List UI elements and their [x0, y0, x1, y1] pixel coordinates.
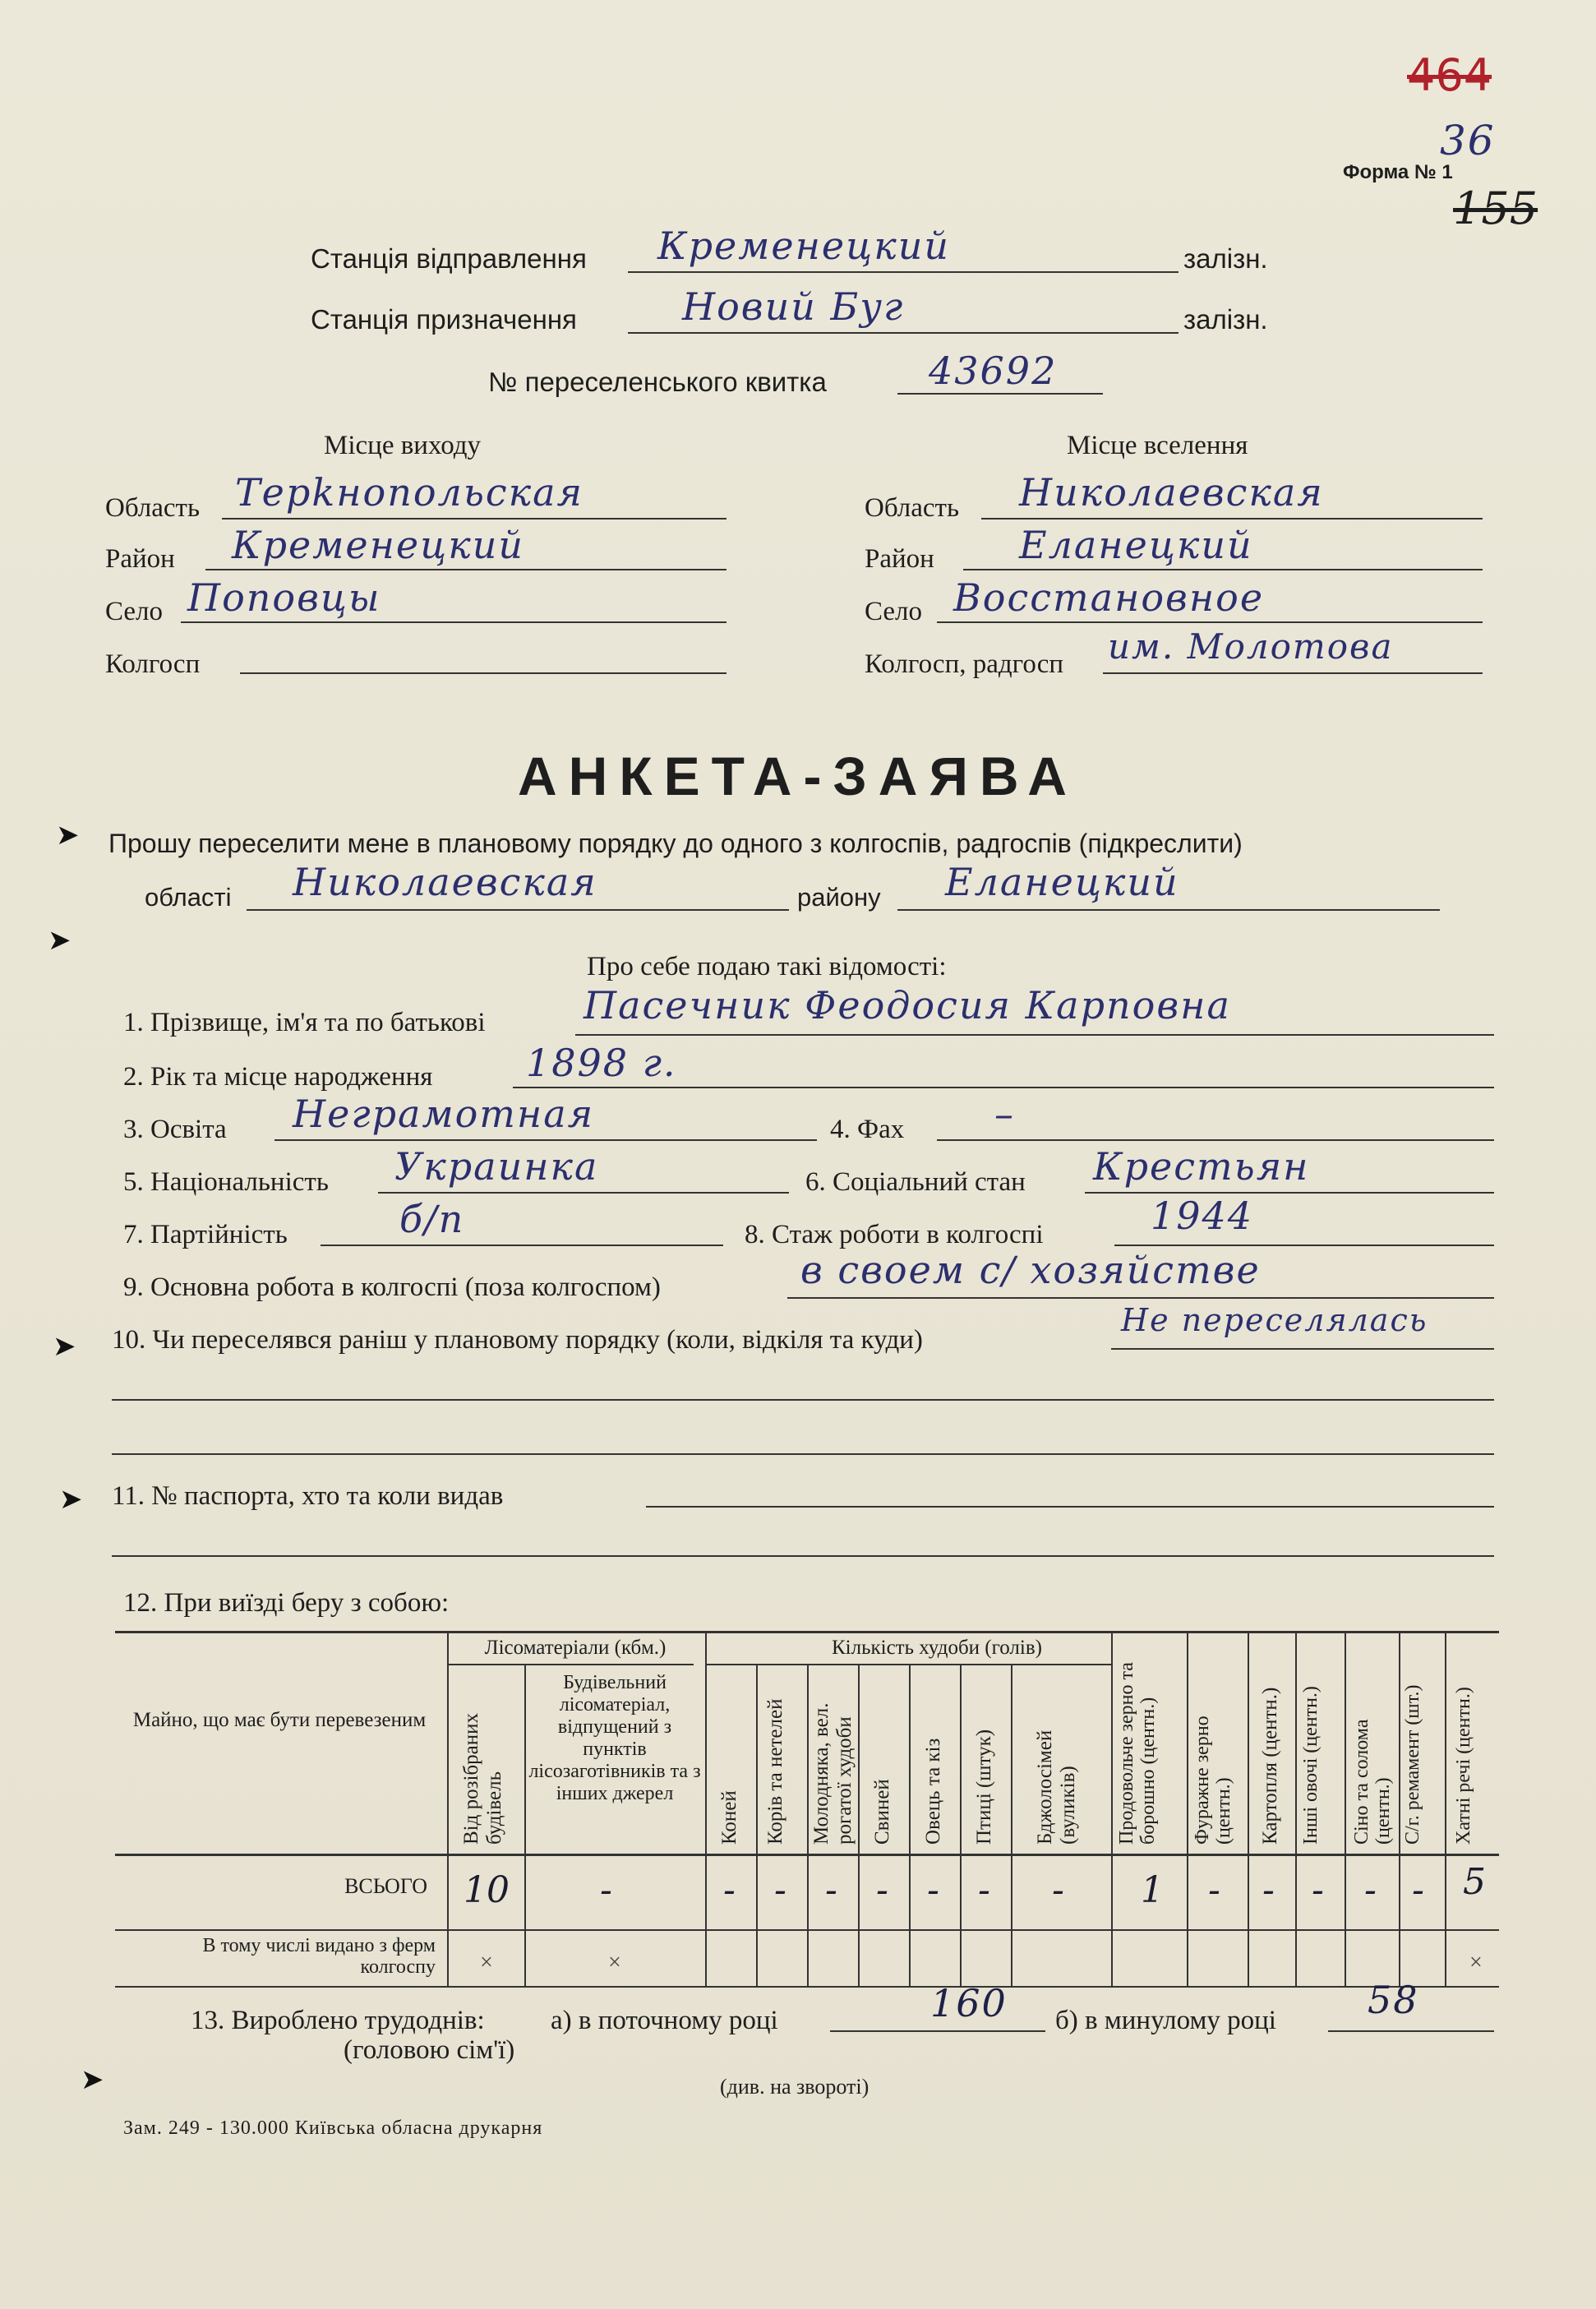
arrival-rail-suffix: залізн.: [1183, 304, 1268, 335]
total-cows: -: [774, 1869, 786, 1911]
departure-rail-suffix: залізн.: [1183, 243, 1268, 274]
col-rule: [909, 1664, 911, 1986]
origin-oblast-line: [222, 518, 727, 520]
workdays-current-line: [830, 2030, 1045, 2032]
col-header-cows: Корів та нетелей: [764, 1698, 786, 1845]
field-1-line: [575, 1034, 1494, 1036]
request-oblast-value: Николаевская: [293, 860, 597, 904]
total-household-goods: 5: [1463, 1861, 1486, 1903]
total-potatoes: -: [1262, 1869, 1275, 1911]
col-rule: [705, 1631, 707, 1986]
field-1-value: Пасечник Феодосия Карповна: [584, 983, 1231, 1028]
origin-oblast-value: Терkнопольская: [235, 470, 584, 515]
field-5-value: Украинка: [394, 1144, 599, 1189]
field-6-label: 6. Соціальний стан: [805, 1167, 1026, 1197]
workdays-previous-value: 58: [1368, 1978, 1419, 2022]
total-young-cattle: -: [825, 1869, 837, 1911]
issued-dismantled-mark: ×: [480, 1950, 493, 1975]
field-4-label: 4. Фах: [830, 1115, 905, 1144]
total-dismantled: 10: [464, 1869, 510, 1911]
issued-building-lumber-mark: ×: [608, 1950, 621, 1975]
col-header-sheep-goats: Овець та кіз: [922, 1738, 944, 1845]
field-4-value: –: [994, 1092, 1015, 1136]
cattle-group-label: Кількість худоби (голів): [832, 1637, 1042, 1659]
field-5-label: 5. Національність: [123, 1167, 329, 1197]
field-11-extra-line: [112, 1555, 1494, 1557]
margin-arrow-icon: ➤: [48, 926, 71, 956]
field-7-value: б/п: [399, 1197, 465, 1241]
field-2-label: 2. Рік та місце народження: [123, 1062, 433, 1092]
col-header-dismantled: Від розібраних будівель: [460, 1713, 505, 1845]
col-rule: [858, 1664, 860, 1986]
field-12-label: 12. При виїзді беру з собою:: [123, 1588, 450, 1618]
request-raion-value: Еланецкий: [945, 860, 1179, 904]
destination-raion-line: [963, 569, 1483, 570]
col-rule: [524, 1664, 526, 1986]
origin-oblast-label: Область: [105, 493, 201, 523]
field-3-label: 3. Освіта: [123, 1115, 227, 1144]
field-10-line: [1111, 1348, 1494, 1350]
col-header-horses: Коней: [718, 1790, 740, 1845]
issued-household-goods-mark: ×: [1469, 1950, 1483, 1975]
archive-number: 36: [1440, 117, 1496, 164]
origin-selo-value: Поповцы: [187, 575, 381, 620]
destination-selo-line: [937, 621, 1483, 623]
destination-kolhosp-label: Колгосп, радгосп: [865, 649, 1064, 679]
lumber-group-label: Лісоматеріали (кбм.): [484, 1637, 667, 1659]
col-header-poultry: Птиці (штук): [973, 1729, 995, 1845]
col-rule: [960, 1664, 962, 1986]
field-10-extra-line-1: [112, 1399, 1494, 1401]
col-header-young-cattle: Молодняка, вел. рогатої худоби: [810, 1702, 856, 1845]
field-8-value: 1944: [1151, 1194, 1254, 1238]
col-rule: [1111, 1631, 1113, 1986]
workdays-previous-line: [1328, 2030, 1494, 2032]
request-text: Прошу переселити мене в плановому порядку до одного з колгоспів, радгоспів (підкреслити): [108, 829, 1243, 858]
field-7-label: 7. Партійність: [123, 1220, 288, 1249]
see-reverse-note: (див. на звороті): [720, 2075, 869, 2099]
col-rule: [1248, 1631, 1249, 1986]
origin-kolhosp-label: Колгосп: [105, 649, 201, 679]
margin-arrow-icon: ➤: [53, 1332, 76, 1362]
col-rule: [1399, 1631, 1400, 1986]
col-header-fodder-grain: Фуражне зерно (центн.): [1192, 1716, 1234, 1845]
col-header-building-lumber: Будівельний лісоматеріал, відпущений з пунктів лісозаготівників та з інших джерел: [528, 1672, 701, 1804]
field-10-extra-line-2: [112, 1453, 1494, 1455]
total-fodder-grain: -: [1208, 1869, 1220, 1911]
table-top-rule: [115, 1631, 1499, 1633]
form-number: Форма № 1: [1343, 161, 1453, 183]
archive-number-crossed: 464: [1407, 49, 1492, 101]
info-heading: Про себе подаю такі відомості:: [587, 952, 947, 981]
arrival-station-line: [628, 332, 1179, 334]
col-header-other-vegetables: Інші овочі (центн.): [1300, 1686, 1322, 1845]
col-header-hay-straw: Сіно та солома (центн.): [1351, 1719, 1394, 1845]
field-11-line: [646, 1506, 1494, 1508]
total-poultry: -: [978, 1869, 990, 1911]
total-row-label: ВСЬОГО: [344, 1874, 427, 1898]
destination-oblast-value: Николаевская: [1019, 470, 1324, 515]
total-horses: -: [723, 1869, 736, 1911]
col-rule: [447, 1631, 449, 1986]
request-oblast-line: [247, 909, 789, 911]
col-rule: [1295, 1631, 1297, 1986]
origin-raion-label: Район: [105, 544, 175, 574]
departure-station-label: Станція відправлення: [311, 243, 587, 274]
ticket-number-value: 43692: [929, 349, 1058, 393]
archive-number-old: 155: [1453, 182, 1538, 234]
col-header-farm-tools: С/г. ремамент (шт.): [1402, 1684, 1423, 1845]
col-rule: [756, 1664, 758, 1986]
destination-selo-value: Восстановное: [953, 575, 1265, 620]
total-bee-colonies: -: [1052, 1869, 1064, 1911]
field-9-label: 9. Основна робота в колгоспі (поза колгоспом): [123, 1272, 661, 1302]
destination-oblast-label: Область: [865, 493, 960, 523]
col-header-household-goods: Хатні речі (центн.): [1453, 1687, 1474, 1845]
total-pigs: -: [876, 1869, 888, 1911]
field-4-line: [937, 1139, 1494, 1141]
lumber-group-rule: [449, 1664, 694, 1665]
total-farm-tools: -: [1412, 1869, 1424, 1911]
col-header-bee-colonies: Бджолосімей (вуликів): [1034, 1729, 1079, 1845]
request-oblast-label: області: [145, 883, 232, 912]
field-8-label: 8. Стаж роботи в колгоспі: [745, 1220, 1044, 1249]
destination-kolhosp-line: [1103, 672, 1483, 674]
field-5-line: [378, 1192, 789, 1194]
field-10-label: 10. Чи переселявся раніш у плановому порядку (коли, відкіля та куди): [112, 1325, 923, 1355]
col-header-pigs: Свиней: [871, 1779, 893, 1845]
margin-arrow-icon: ➤: [59, 1485, 83, 1515]
form-title: АНКЕТА-ЗАЯВА: [518, 746, 1078, 806]
issued-row-label: В тому числі видано з ферм колгоспу: [202, 1935, 436, 1978]
table-bottom-rule: [115, 1986, 1499, 1988]
field-9-value: в своем с/ хозяйстве: [800, 1248, 1261, 1292]
total-hay-straw: -: [1364, 1869, 1377, 1911]
margin-arrow-icon: ➤: [81, 2065, 104, 2095]
total-building-lumber: -: [600, 1869, 612, 1911]
arrival-station-label: Станція призначення: [311, 304, 577, 335]
workdays-current-value: 160: [930, 1981, 1008, 2025]
total-food-grain: 1: [1141, 1869, 1164, 1911]
field-3-value: Неграмотная: [293, 1092, 595, 1136]
field-3-line: [274, 1139, 817, 1141]
ticket-number-line: [897, 393, 1103, 395]
origin-heading: Місце виходу: [324, 431, 482, 460]
origin-raion-value: Кременецкий: [232, 523, 524, 567]
destination-raion-value: Еланецкий: [1019, 523, 1253, 567]
destination-kolhosp-value: им. Молотова: [1108, 626, 1394, 667]
col-rule: [1445, 1631, 1446, 1986]
origin-selo-label: Село: [105, 597, 164, 626]
belongings-table: [115, 1631, 1499, 2035]
workdays-previous-label: б) в минулому році: [1055, 2006, 1276, 2035]
workdays-label: 13. Вироблено трудоднів:: [191, 2006, 485, 2035]
request-raion-label: району: [797, 883, 881, 912]
destination-raion-label: Район: [865, 544, 934, 574]
origin-selo-line: [181, 621, 727, 623]
origin-raion-line: [205, 569, 727, 570]
field-2-value: 1898 г.: [526, 1041, 677, 1085]
destination-oblast-line: [981, 518, 1483, 520]
destination-heading: Місце вселення: [1067, 431, 1248, 460]
col-header-potatoes: Картопля (центн.): [1259, 1687, 1281, 1845]
field-6-line: [1085, 1192, 1494, 1194]
field-10-value: Не переселялась: [1121, 1302, 1428, 1338]
request-raion-line: [897, 909, 1440, 911]
workdays-current-label: а) в поточному році: [551, 2006, 778, 2035]
field-11-label: 11. № паспорта, хто та коли видав: [112, 1481, 504, 1511]
col-rule: [807, 1664, 809, 1986]
field-9-line: [787, 1297, 1494, 1299]
printer-imprint: Зам. 249 - 130.000 Київська обласна друкарня: [123, 2117, 543, 2139]
ticket-number-label: № переселенського квитка: [488, 367, 827, 397]
field-1-label: 1. Прізвище, ім'я та по батькові: [123, 1008, 486, 1037]
departure-station-value: Кременецкий: [657, 224, 950, 268]
arrival-station-value: Новий Буг: [682, 284, 905, 329]
field-6-value: Крестьян: [1093, 1144, 1310, 1189]
col-rule: [1345, 1631, 1346, 1986]
cattle-group-rule: [705, 1664, 1111, 1665]
margin-arrow-icon: ➤: [56, 820, 80, 851]
col-rule: [1187, 1631, 1188, 1986]
col-header-food-grain: Продовольче зерно та борошно (центн.): [1116, 1662, 1159, 1845]
origin-kolhosp-line: [240, 672, 727, 674]
departure-station-line: [628, 271, 1179, 273]
col-rule: [1011, 1664, 1012, 1986]
total-other-vegetables: -: [1312, 1869, 1324, 1911]
field-7-line: [321, 1245, 723, 1246]
field-2-line: [513, 1087, 1494, 1088]
table-row-head-label: Майно, що має бути перевезеним: [132, 1709, 427, 1731]
field-8-line: [1114, 1245, 1494, 1246]
total-sheep-goats: -: [927, 1869, 939, 1911]
workdays-sublabel: (головою сім'ї): [344, 2035, 515, 2065]
destination-selo-label: Село: [865, 597, 923, 626]
